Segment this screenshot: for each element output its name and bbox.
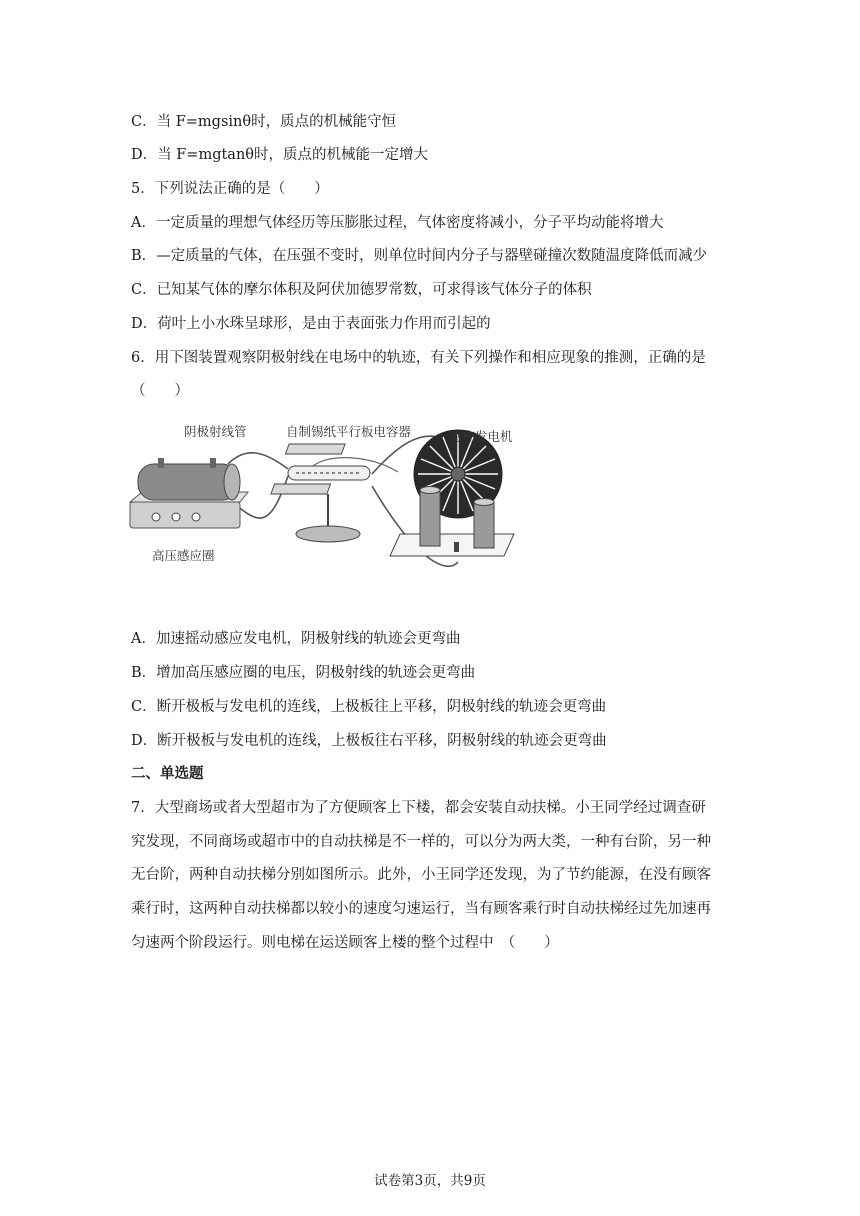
option-c-q4: C．当 F=mgsinθ时，质点的机械能守恒 — [131, 114, 397, 130]
label-capacitor: 自制锡纸平行板电容器 — [286, 424, 412, 439]
label-induction-coil: 高压感应圈 — [152, 548, 215, 563]
question-6-stem-line-2: （ ） — [131, 383, 189, 399]
question-5-stem: 5．下列说法正确的是（ ） — [131, 181, 329, 197]
question-7-stem-line-5: 匀速两个阶段运行。则电梯在运送顾客上楼的整个过程中 （ ） — [131, 935, 559, 951]
question-6-option-b: B．增加高压感应圈的电压，阴极射线的轨迹会更弯曲 — [131, 665, 476, 681]
section-heading-single-choice: 二、单选题 — [131, 765, 204, 782]
option-d-q4: D．当 F=mgtanθ时，质点的机械能一定增大 — [131, 147, 429, 163]
induction-coil — [130, 458, 248, 528]
question-6-option-c: C．断开极板与发电机的连线，上极板往上平移，阴极射线的轨迹会更弯曲 — [131, 699, 607, 715]
induction-generator — [390, 430, 514, 556]
question-6-option-a: A．加速摇动感应发电机，阴极射线的轨迹会更弯曲 — [131, 631, 461, 647]
question-5-option-c: C．已知某气体的摩尔体积及阿伏加德罗常数，可求得该气体分子的体积 — [131, 282, 592, 298]
page-footer: 试卷第3页，共9页 — [374, 1173, 486, 1189]
label-cathode-tube: 阴极射线管 — [184, 424, 247, 439]
question-7-stem-line-4: 乘行时，这两种自动扶梯都以较小的速度匀速运行，当有顾客乘行时自动扶梯经过先加速再 — [131, 901, 711, 917]
question-5-option-a: A．一定质量的理想气体经历等压膨胀过程，气体密度将减小，分子平均动能将增大 — [131, 215, 664, 231]
question-5-option-d: D．荷叶上小水珠呈球形，是由于表面张力作用而引起的 — [131, 316, 491, 332]
label-generator: 感应发电机 — [450, 429, 513, 444]
question-6-stem-line-1: 6．用下图装置观察阴极射线在电场中的轨迹，有关下列操作和相应现象的推测，正确的是 — [131, 350, 706, 366]
question-7-stem-line-3: 无台阶，两种自动扶梯分别如图所示。此外，小王同学还发现，为了节约能源，在没有顾客 — [131, 867, 711, 883]
question-7-stem-line-2: 究发现，不同商场或超市中的自动扶梯是不一样的，可以分为两大类，一种有台阶，另一种 — [131, 834, 711, 850]
cathode-ray-apparatus-figure — [128, 414, 528, 584]
question-7-stem-line-1: 7．大型商场或者大型超市为了方便顾客上下楼，都会安装自动扶梯。小王同学经过调查研 — [131, 800, 706, 816]
question-5-option-b: B．—定质量的气体，在压强不变时，则单位时间内分子与器壁碰撞次数随温度降低而减少 — [131, 248, 708, 264]
question-6-option-d: D．断开极板与发电机的连线，上极板往右平移，阴极射线的轨迹会更弯曲 — [131, 733, 607, 749]
